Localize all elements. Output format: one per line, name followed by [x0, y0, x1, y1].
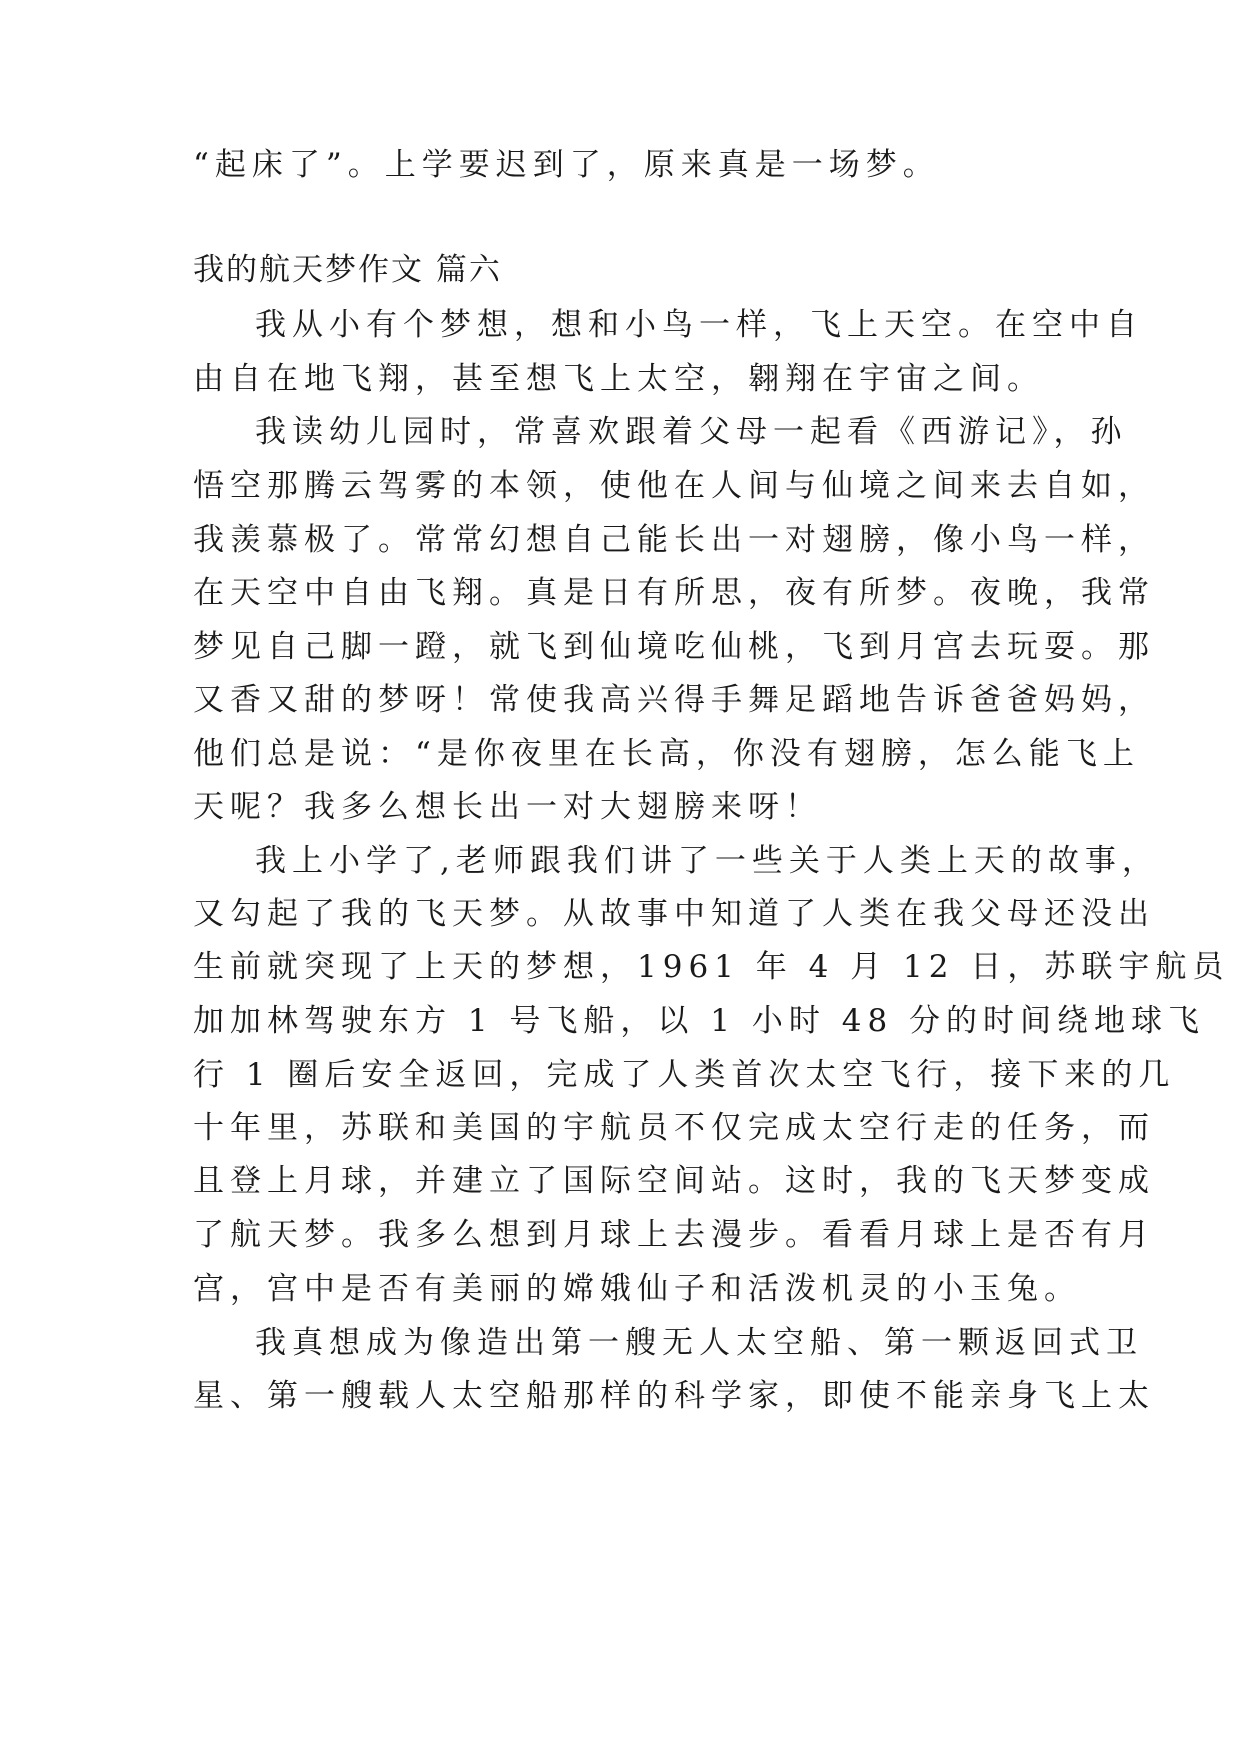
- paragraph-3-line-2: 又勾起了我的飞天梦。从故事中知道了人类在我父母还没出: [193, 896, 1155, 932]
- section-title: 我的航天梦作文 篇六: [193, 252, 502, 288]
- paragraph-2-line-1: 我读幼儿园时，常喜欢跟着父母一起看《西游记》，孙: [255, 414, 1128, 450]
- continuation-text: “起床了”。上学要迟到了，原来真是一场梦。: [193, 147, 940, 183]
- paragraph-2-line-3: 我羡慕极了。常常幻想自己能长出一对翅膀，像小鸟一样，: [193, 522, 1155, 558]
- paragraph-2-line-7: 他们总是说：“是你夜里在长高，你没有翅膀，怎么能飞上: [193, 736, 1140, 772]
- paragraph-3-line-3: 生前就突现了上天的梦想，1961 年 4 月 12 日，苏联宇航员: [193, 949, 1230, 985]
- paragraph-3-line-1: 我上小学了,老师跟我们讲了一些关于人类上天的故事，: [255, 843, 1159, 879]
- paragraph-3-line-7: 且登上月球，并建立了国际空间站。这时，我的飞天梦变成: [193, 1163, 1155, 1199]
- paragraph-2-line-6: 又香又甜的梦呀！常使我高兴得手舞足蹈地告诉爸爸妈妈，: [193, 682, 1155, 718]
- paragraph-3-line-6: 十年里，苏联和美国的宇航员不仅完成太空行走的任务，而: [193, 1110, 1155, 1146]
- paragraph-2-line-8: 天呢？我多么想长出一对大翅膀来呀！: [193, 789, 822, 825]
- paragraph-4-line-1: 我真想成为像造出第一艘无人太空船、第一颗返回式卫: [255, 1325, 1143, 1361]
- paragraph-4-line-2: 星、第一艘载人太空船那样的科学家，即使不能亲身飞上太: [193, 1378, 1155, 1414]
- paragraph-3-line-5: 行 1 圈后安全返回，完成了人类首次太空飞行，接下来的几: [193, 1057, 1176, 1093]
- paragraph-1-line-1: 我从小有个梦想，想和小鸟一样，飞上天空。在空中自: [255, 307, 1143, 343]
- paragraph-1-line-2: 由自在地飞翔，甚至想飞上太空，翱翔在宇宙之间。: [193, 361, 1044, 397]
- paragraph-3-line-8: 了航天梦。我多么想到月球上去漫步。看看月球上是否有月: [193, 1217, 1155, 1253]
- paragraph-2-line-5: 梦见自己脚一蹬，就飞到仙境吃仙桃，飞到月宫去玩耍。那: [193, 629, 1155, 665]
- paragraph-3-line-9: 宫，宫中是否有美丽的嫦娥仙子和活泼机灵的小玉兔。: [193, 1271, 1081, 1307]
- paragraph-3-line-4: 加加林驾驶东方 1 号飞船，以 1 小时 48 分的时间绕地球飞: [193, 1003, 1206, 1039]
- paragraph-2-line-2: 悟空那腾云驾雾的本领，使他在人间与仙境之间来去自如，: [193, 468, 1155, 504]
- paragraph-2-line-4: 在天空中自由飞翔。真是日有所思，夜有所梦。夜晚，我常: [193, 575, 1155, 611]
